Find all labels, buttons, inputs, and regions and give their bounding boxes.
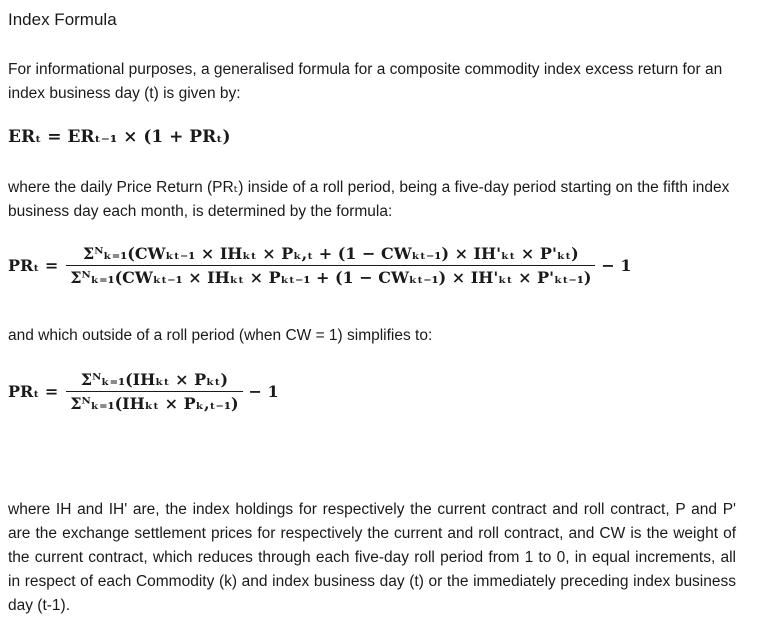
formula-rhs: − 1: [248, 382, 279, 401]
formula-rhs: − 1: [601, 256, 632, 275]
formula-numerator: Σᴺₖ₌₁(IHₖₜ × Pₖₜ): [80, 370, 229, 389]
formula-denominator: Σᴺₖ₌₁(CWₖₜ₋₁ × IHₖₜ × Pₖₜ₋₁ + (1 − CWₖₜ₋₁) × IH'ₖₜ × P'ₖₜ₋₁): [66, 265, 595, 287]
formula-fraction: [66, 244, 595, 287]
page-title: Index Formula: [8, 10, 117, 29]
definitions-paragraph: where IH and IH' are, the index holdings for respectively the current contract and roll contract, P and P' are the exchange settlement prices for respectively the current and roll contract, and CW is the weight of the current contract, which reduces through each five-day roll period from 1 to 0, in equal increments, all in respect of each Commodity (k) and index business day (t) or the immediately preceding index business day (t-1).: [8, 501, 736, 614]
price-return-roll-formula: [8, 244, 632, 287]
formula-denominator: Σᴺₖ₌₁(IHₖₜ × Pₖ,ₜ₋₁): [66, 391, 242, 413]
price-return-simple-formula: [8, 370, 279, 413]
formula-fraction: [66, 370, 242, 413]
formula-lhs: PRₜ =: [8, 256, 59, 275]
excess-return-formula: ERₜ = ERₜ₋₁ × (1 + PRₜ): [8, 127, 231, 147]
formula-lhs: PRₜ =: [8, 382, 59, 401]
outside-roll-paragraph: and which outside of a roll period (when CW = 1) simplifies to:: [8, 327, 433, 344]
intro-paragraph: For informational purposes, a generalised formula for a composite commodity index excess return for an index business day (t) is given by:: [8, 61, 723, 102]
roll-period-paragraph: where the daily Price Return (PRₜ) inside of a roll period, being a five-day period starting on the fifth index business day each month, is determined by the formula:: [8, 179, 730, 220]
formula-numerator: Σᴺₖ₌₁(CWₖₜ₋₁ × IHₖₜ × Pₖ,ₜ + (1 − CWₖₜ₋₁) × IH'ₖₜ × P'ₖₜ): [82, 244, 579, 263]
